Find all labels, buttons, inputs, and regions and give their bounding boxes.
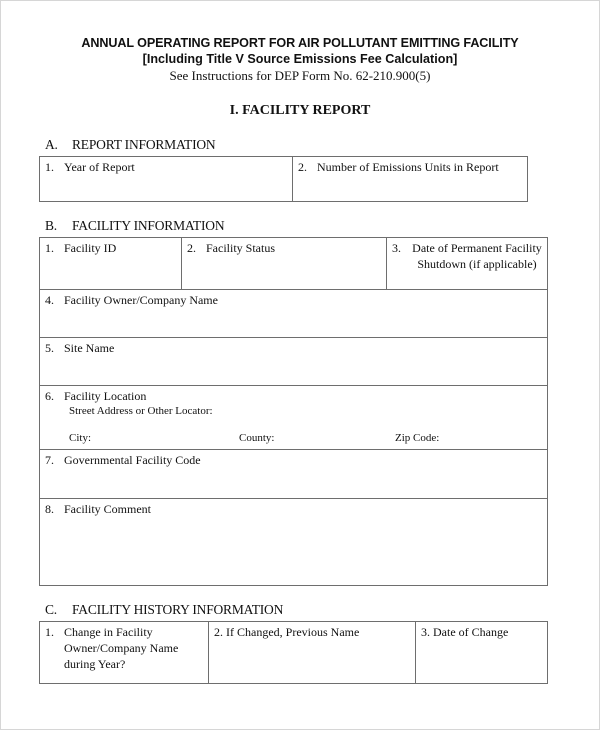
form-subtitle: [Including Title V Source Emissions Fee Calculation] bbox=[142, 52, 458, 66]
field-label: Facility Location bbox=[64, 389, 147, 403]
zip-code-label: Zip Code: bbox=[395, 432, 440, 444]
form-instructions: See Instructions for DEP Form No. 62-210.900(5) bbox=[169, 68, 431, 83]
county-label: County: bbox=[239, 432, 275, 444]
city-label: City: bbox=[69, 432, 92, 444]
report-information-table bbox=[39, 156, 528, 202]
field-label: Site Name bbox=[64, 341, 115, 355]
field-label: Date of Permanent Facility Shutdown (if applicable) bbox=[412, 241, 542, 271]
field-number: 1. bbox=[45, 625, 54, 639]
facility-id-field[interactable] bbox=[40, 238, 181, 289]
section-b-title: FACILITY INFORMATION bbox=[72, 218, 225, 233]
site-name-field[interactable] bbox=[40, 338, 547, 385]
form-title: ANNUAL OPERATING REPORT FOR AIR POLLUTANT EMITTING FACILITY bbox=[81, 36, 519, 50]
previous-name-field[interactable] bbox=[209, 622, 415, 683]
field-label: Number of Emissions Units in Report bbox=[317, 160, 499, 174]
facility-history-table bbox=[39, 621, 548, 684]
field-label: Facility ID bbox=[64, 241, 117, 255]
field-number: 2. bbox=[298, 160, 307, 174]
field-number: 6. bbox=[45, 389, 54, 403]
facility-location-field[interactable] bbox=[40, 386, 547, 449]
number-of-emissions-units-field[interactable] bbox=[293, 157, 527, 201]
field-label: Year of Report bbox=[64, 160, 135, 174]
section-a-title: REPORT INFORMATION bbox=[72, 137, 216, 152]
field-number: 2. bbox=[187, 241, 196, 255]
field-number: 4. bbox=[45, 293, 54, 307]
section-a-letter: A. bbox=[45, 137, 58, 152]
field-number: 1. bbox=[45, 160, 54, 174]
section-title: I. FACILITY REPORT bbox=[229, 103, 371, 118]
street-address-label: Street Address or Other Locator: bbox=[69, 405, 213, 417]
date-of-change-field[interactable] bbox=[416, 622, 547, 683]
facility-owner-field[interactable] bbox=[40, 290, 547, 337]
governmental-facility-code-field[interactable] bbox=[40, 450, 547, 498]
field-label: Governmental Facility Code bbox=[64, 453, 201, 467]
section-a-heading bbox=[45, 137, 215, 153]
owner-name-change-field[interactable] bbox=[40, 622, 208, 683]
field-number: 7. bbox=[45, 453, 54, 467]
facility-status-field[interactable] bbox=[182, 238, 386, 289]
field-number: 2. bbox=[214, 625, 223, 639]
field-label: Facility Status bbox=[206, 241, 275, 255]
section-b-heading bbox=[45, 218, 224, 234]
section-b-letter: B. bbox=[45, 218, 57, 233]
year-of-report-field[interactable] bbox=[40, 157, 292, 201]
field-label: Facility Comment bbox=[64, 502, 151, 516]
facility-information-table bbox=[39, 237, 548, 586]
section-c-heading bbox=[45, 602, 283, 618]
field-number: 8. bbox=[45, 502, 54, 516]
field-label: Facility Owner/Company Name bbox=[64, 293, 218, 307]
section-c-title: FACILITY HISTORY INFORMATION bbox=[72, 602, 284, 617]
section-c-letter: C. bbox=[45, 602, 57, 617]
field-number: 3. bbox=[392, 241, 401, 255]
field-number: 3. bbox=[421, 625, 430, 639]
field-label: Date of Change bbox=[433, 625, 509, 639]
shutdown-date-field[interactable] bbox=[387, 238, 547, 289]
field-number: 1. bbox=[45, 241, 54, 255]
field-label: If Changed, Previous Name bbox=[226, 625, 360, 639]
field-number: 5. bbox=[45, 341, 54, 355]
field-label: Change in Facility Owner/Company Name during Year? bbox=[64, 625, 179, 671]
facility-comment-field[interactable] bbox=[40, 499, 547, 584]
